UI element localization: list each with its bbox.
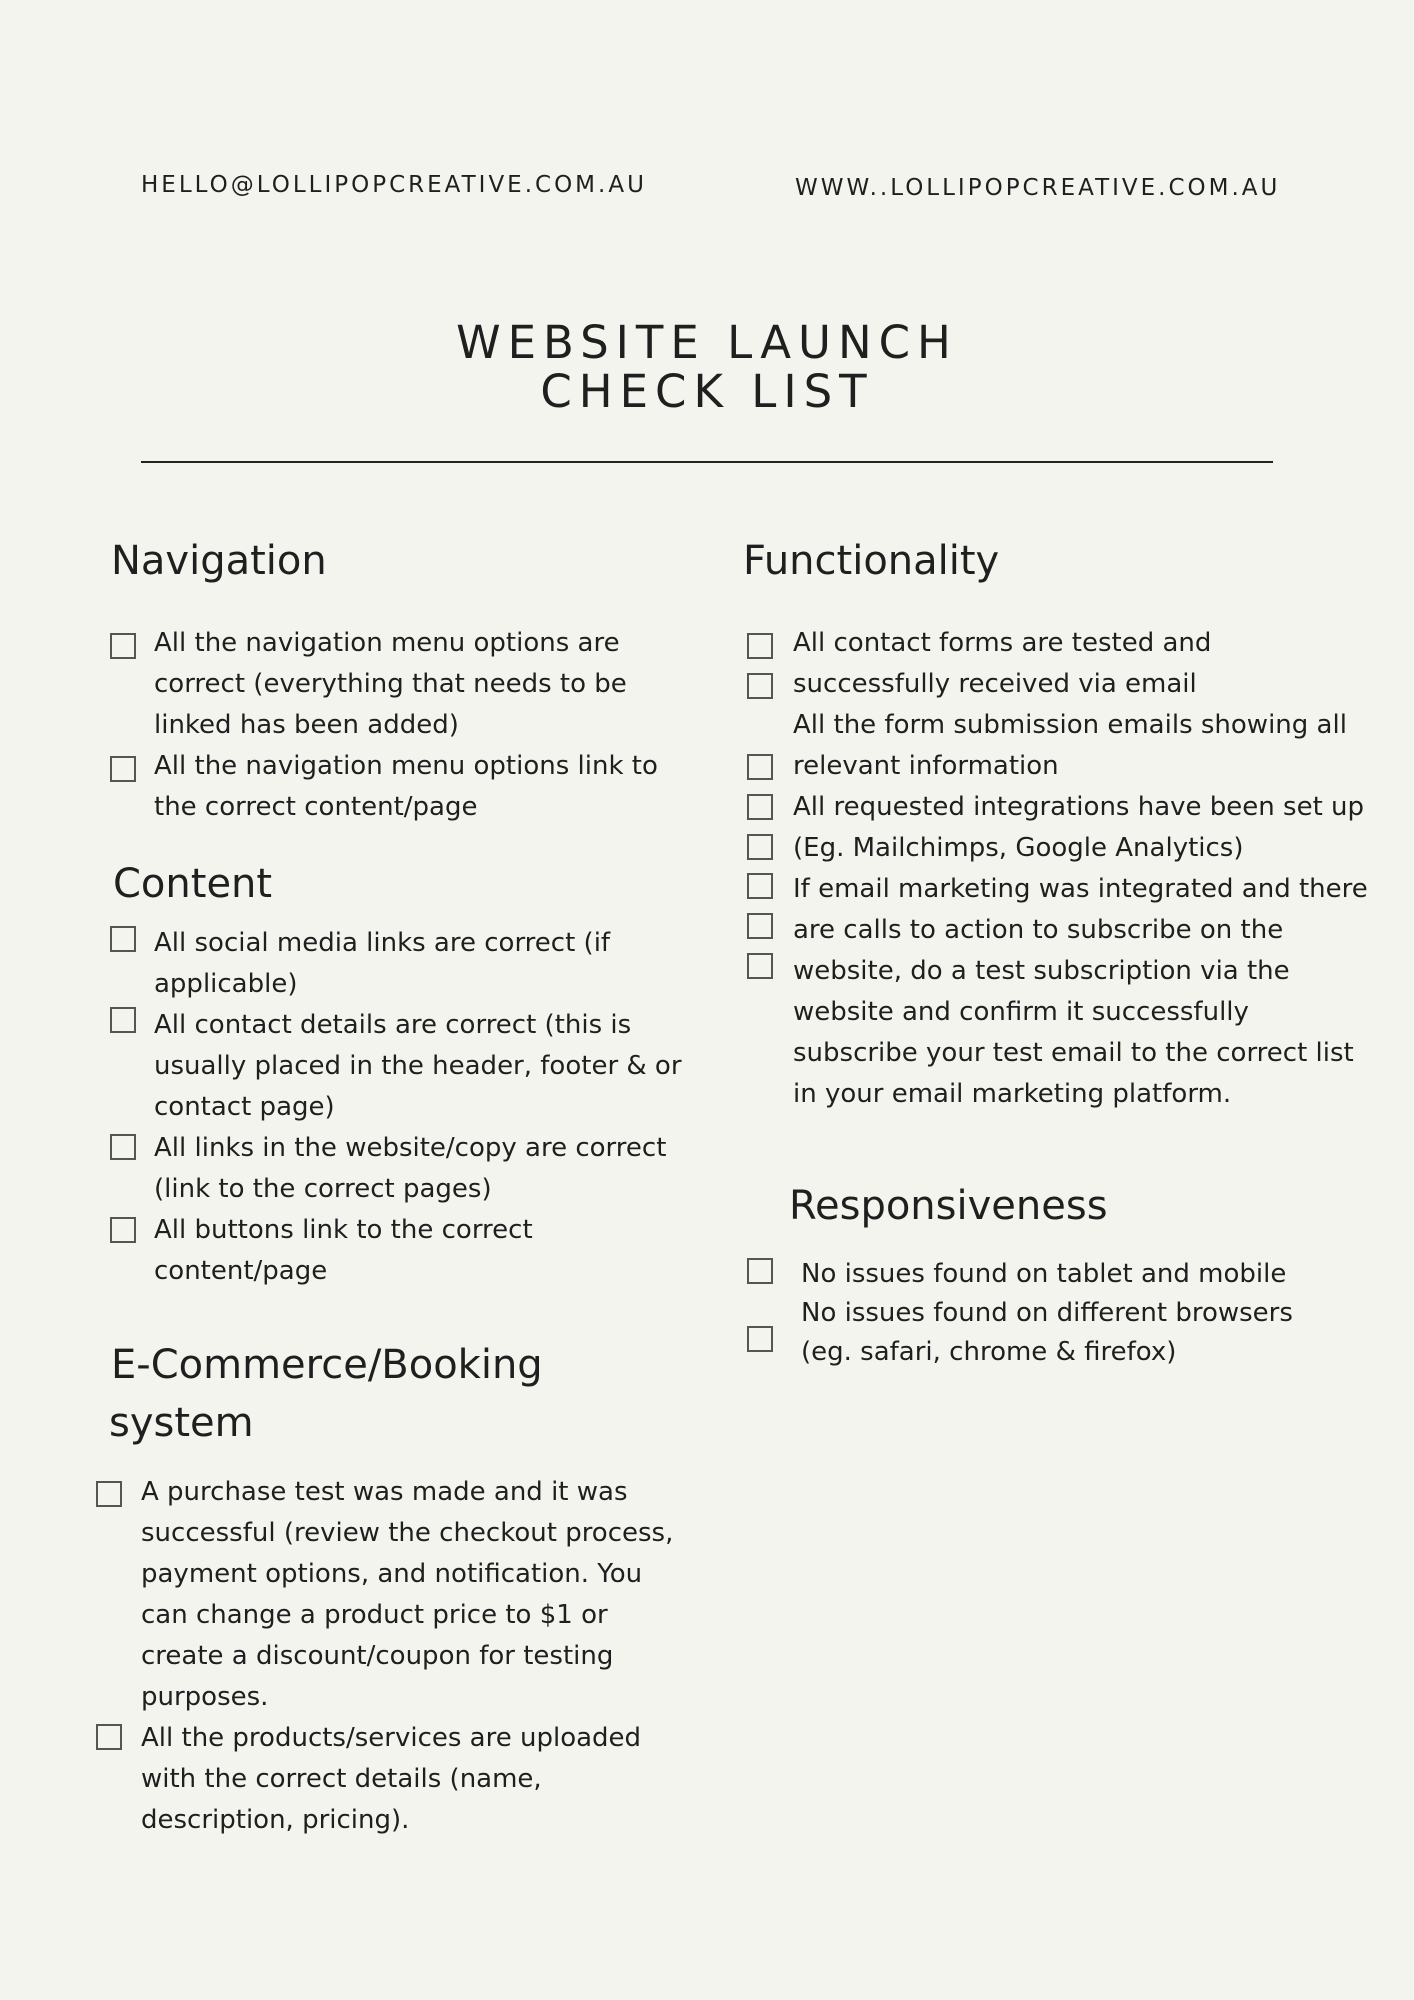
functionality-line: (Eg. Mailchimps, Google Analytics) — [793, 833, 1244, 863]
responsiveness-list — [801, 1255, 1293, 1372]
page-title — [0, 318, 1414, 416]
checkbox-content-1[interactable] — [110, 926, 136, 952]
checkbox-ecommerce-1[interactable] — [96, 1481, 122, 1507]
checkbox-content-3[interactable] — [110, 1134, 136, 1160]
functionality-list — [793, 623, 1368, 1115]
section-heading-navigation: Navigation — [111, 538, 327, 584]
functionality-line: successfully received via email — [793, 669, 1197, 699]
checkbox-responsiveness-2[interactable] — [747, 1326, 773, 1352]
navigation-list — [154, 623, 658, 828]
checkbox-functionality-3[interactable] — [747, 754, 773, 780]
checkbox-functionality-4[interactable] — [747, 794, 773, 820]
navigation-item-2: All the navigation menu options link to the correct content/page — [154, 751, 658, 822]
title-line-1: WEBSITE LAUNCH — [456, 316, 958, 369]
navigation-item-1: All the navigation menu options are correct (everything that needs to be linked has been added) — [154, 628, 627, 740]
checkbox-responsiveness-1[interactable] — [747, 1258, 773, 1284]
title-divider — [141, 461, 1273, 463]
functionality-line: All contact forms are tested and — [793, 628, 1212, 658]
ecommerce-list — [141, 1472, 673, 1841]
content-item-2: All contact details are correct (this is usually placed in the header, footer & or contact page) — [154, 1010, 682, 1122]
title-line-2: CHECK LIST — [540, 365, 874, 418]
content-item-1: All social media links are correct (if applicable) — [154, 928, 611, 999]
ecommerce-item-2: All the products/services are uploaded with the correct details (name, description, pricing). — [141, 1723, 642, 1835]
ecommerce-item-1: A purchase test was made and it was successful (review the checkout process, payment options, and notification. You can change a product price to $1 or create a discount/coupon for testing purposes. — [141, 1477, 674, 1712]
checkbox-content-4[interactable] — [110, 1217, 136, 1243]
content-item-4: All buttons link to the correct content/page — [154, 1215, 533, 1286]
checkbox-functionality-7[interactable] — [747, 913, 773, 939]
checkbox-navigation-2[interactable] — [110, 756, 136, 782]
responsiveness-line: (eg. safari, chrome & firefox) — [801, 1337, 1177, 1367]
functionality-line: All requested integrations have been set up — [793, 792, 1365, 822]
checkbox-functionality-1[interactable] — [747, 633, 773, 659]
section-heading-content: Content — [113, 861, 273, 907]
section-heading-functionality: Functionality — [743, 538, 1000, 584]
responsiveness-line: No issues found on different browsers — [801, 1298, 1293, 1328]
checkbox-ecommerce-2[interactable] — [96, 1724, 122, 1750]
checkbox-functionality-6[interactable] — [747, 873, 773, 899]
functionality-line: in your email marketing platform. — [793, 1079, 1232, 1109]
functionality-line: website, do a test subscription via the — [793, 956, 1290, 986]
functionality-line: website and confirm it successfully — [793, 997, 1249, 1027]
functionality-line: If email marketing was integrated and there — [793, 874, 1368, 904]
functionality-line: All the form submission emails showing all — [793, 710, 1347, 740]
functionality-line: are calls to action to subscribe on the — [793, 915, 1284, 945]
functionality-line: relevant information — [793, 751, 1059, 781]
content-list — [154, 923, 682, 1292]
checkbox-navigation-1[interactable] — [110, 633, 136, 659]
checkbox-content-2[interactable] — [110, 1007, 136, 1033]
checkbox-functionality-2[interactable] — [747, 673, 773, 699]
checkbox-functionality-5[interactable] — [747, 834, 773, 860]
section-heading-responsiveness: Responsiveness — [789, 1183, 1108, 1229]
section-heading-ecommerce: E-Commerce/Booking system — [109, 1342, 543, 1446]
email-address: HELLO@LOLLIPOPCREATIVE.COM.AU — [141, 172, 647, 198]
responsiveness-line: No issues found on tablet and mobile — [801, 1259, 1287, 1289]
functionality-line: subscribe your test email to the correct list — [793, 1038, 1354, 1068]
checkbox-functionality-8[interactable] — [747, 953, 773, 979]
website-address: WWW..LOLLIPOPCREATIVE.COM.AU — [795, 175, 1281, 201]
content-item-3: All links in the website/copy are correct (link to the correct pages) — [154, 1133, 667, 1204]
